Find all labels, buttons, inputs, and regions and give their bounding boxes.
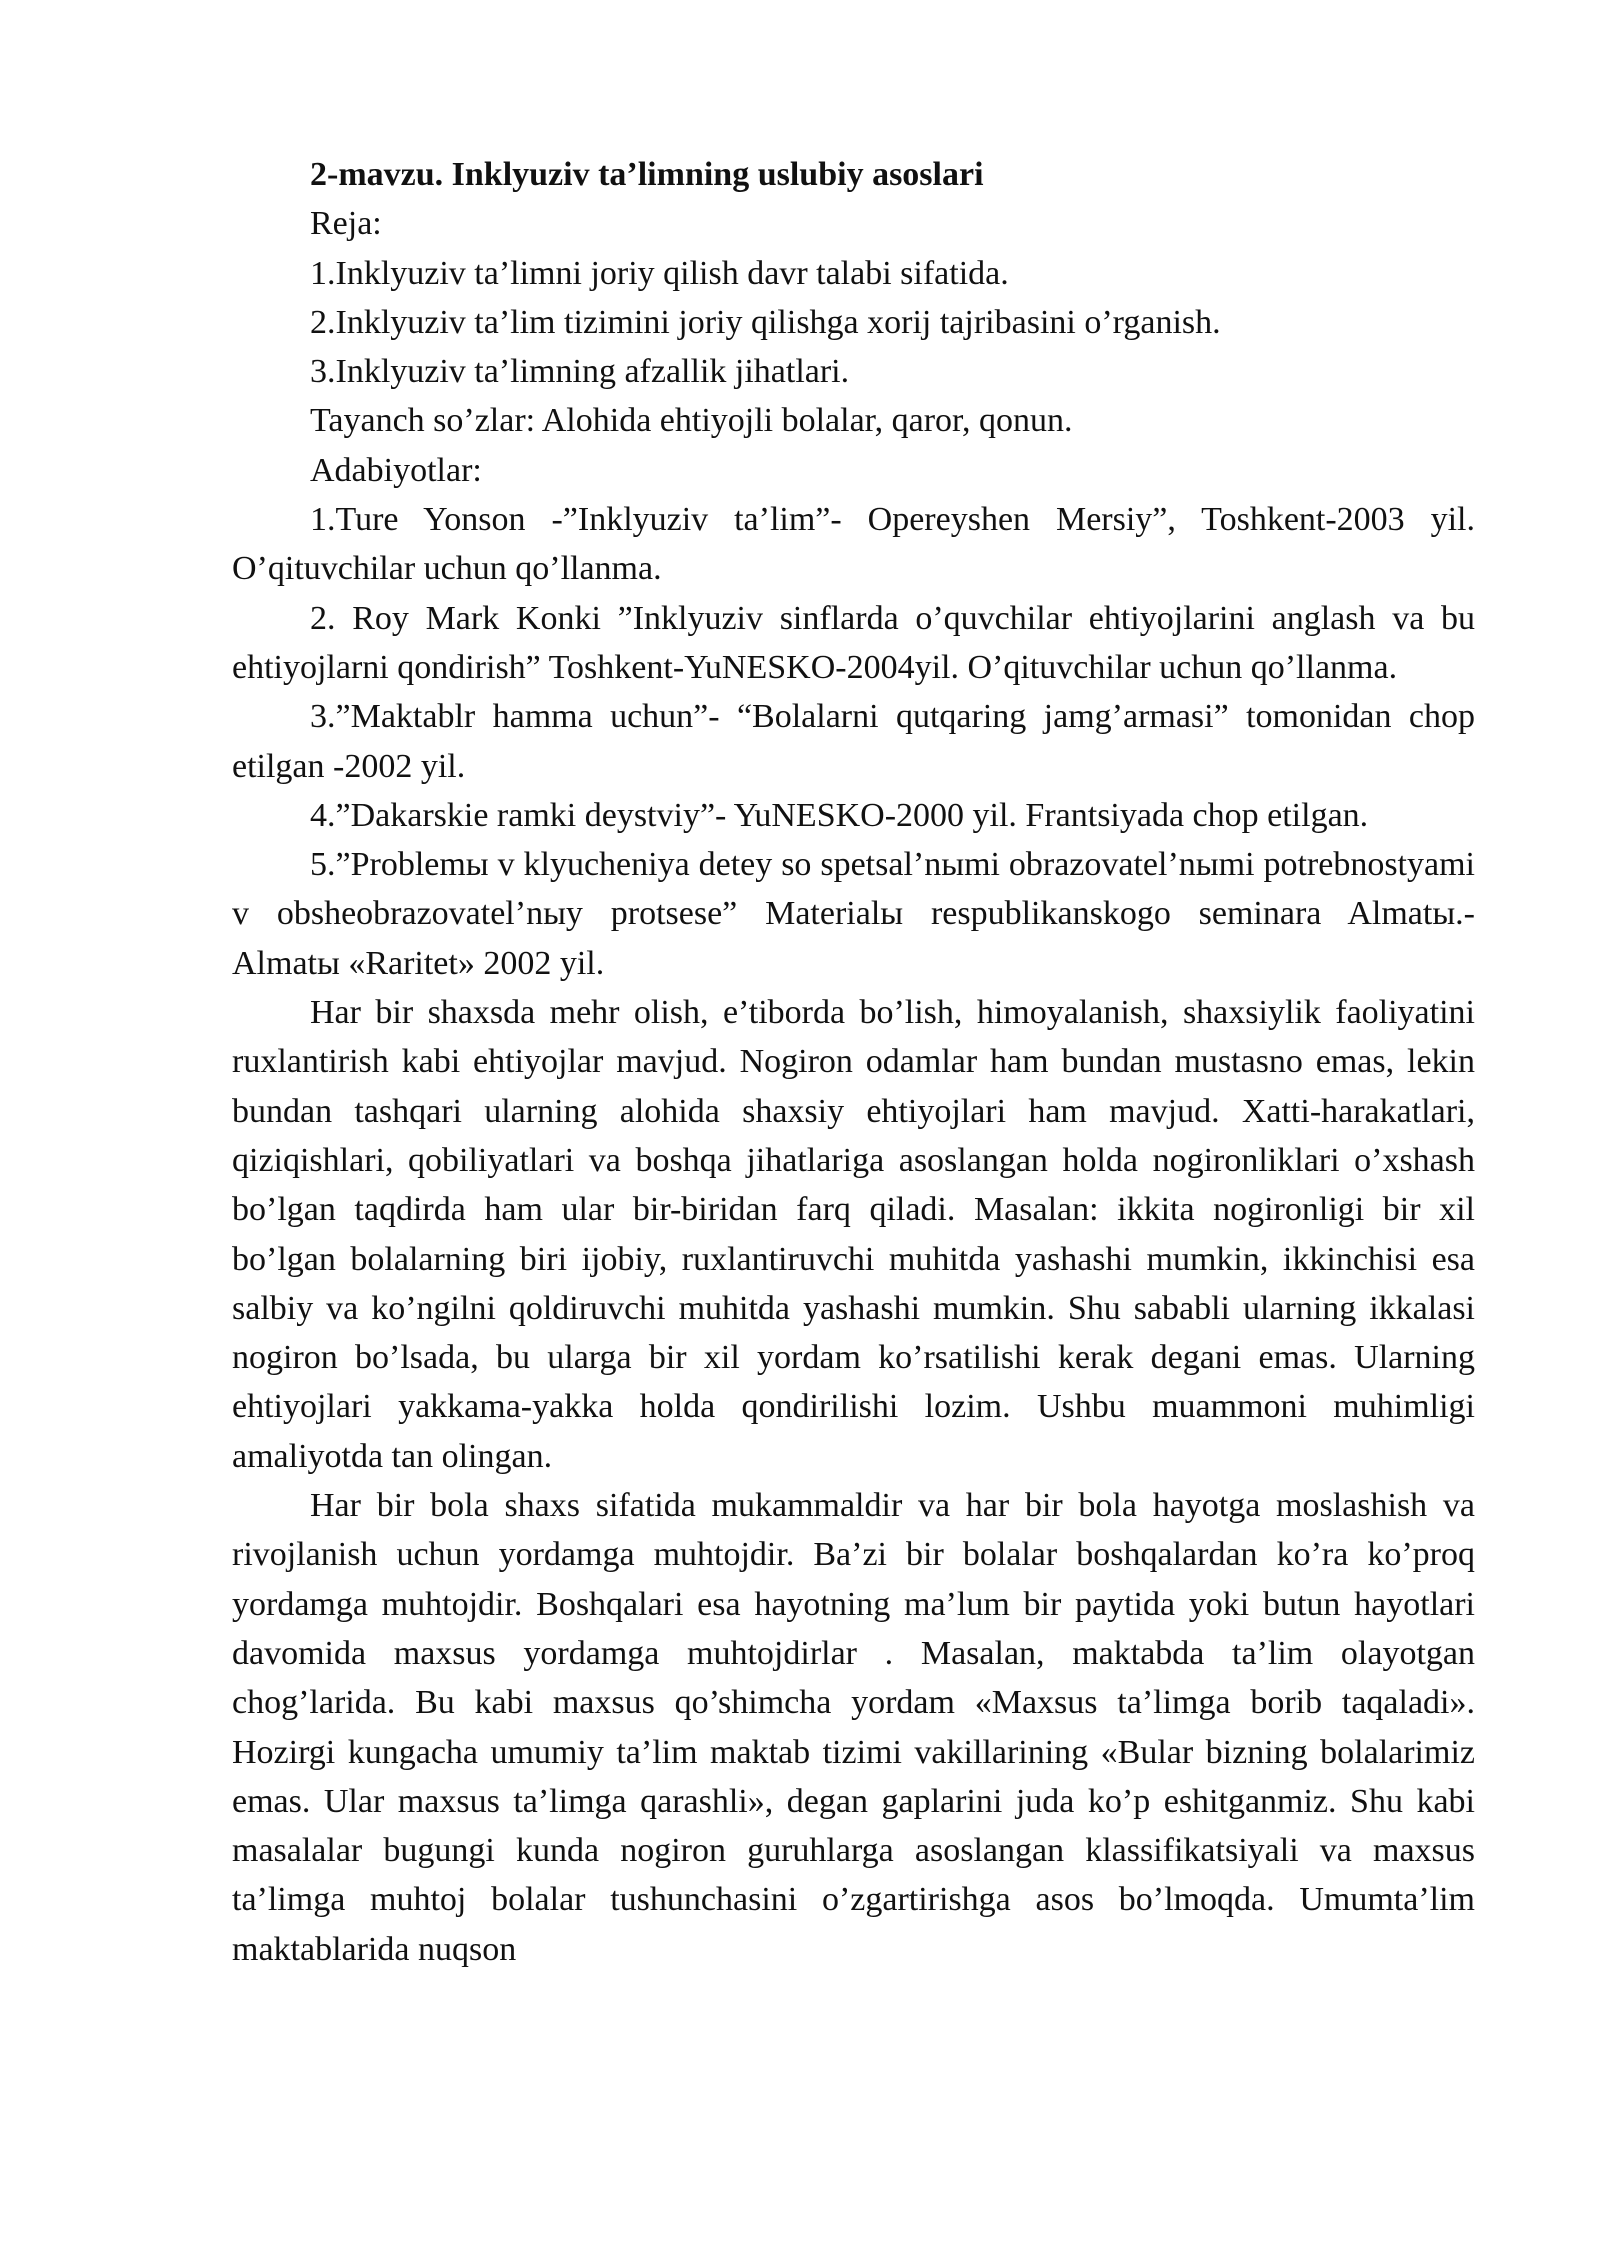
plan-item: 3.Inklyuziv ta’limning afzallik jihatlari.	[310, 353, 850, 391]
keywords-line: Tayanch so’zlar: Alohida ehtiyojli bolalar, qaror, qonun.	[310, 402, 1073, 440]
body-paragraph: Har bir shaxsda mehr olish, e’tiborda bo’lish, himoyalanish, shaxsiylik faoliyatini ruxlantirish kabi ehtiyojlar mavjud. Nogiron odamlar ham bundan mustasno emas, lekin bundan tashqari ularning alohida shaxsiy ehtiyojlari ham mavjud. Xatti-harakatlari, qiziqishlari, qobiliyatlari va boshqa jihatlariga asoslangan holda nogironliklari o’xshash bo’lgan taqdirda ham ular bir-biridan farq qiladi. Masalan: ikkita nogironligi bir xil bo’lgan bolalarning biri ijobiy, ruxlantiruvchi muhitda yashashi mumkin, ikkinchisi esa salbiy va ko’ngilni qoldiruvchi muhitda yashashi mumkin. Shu sababli ularning ikkalasi nogiron bo’lsada, bu ularga bir xil yordam ko’rsatilishi kerak degani emas. Ularning ehtiyojlari yakkama-yakka holda qondirilishi lozim. Ushbu muammoni muhimligi amaliyotda tan olingan.	[232, 994, 1475, 1475]
page-title: 2-mavzu. Inklyuziv ta’limning uslubiy asoslari	[310, 156, 984, 193]
literature-label: Adabiyotlar:	[310, 451, 482, 489]
literature-item: 2. Roy Mark Konki ”Inklyuziv sinflarda o’quvchilar ehtiyojlarini anglash va bu ehtiyojlarni qondirish” Toshkent-YuNESKO-2004yil. O’qituvchilar uchun qo’llanma.	[232, 599, 1475, 686]
literature-item: 3.”Maktablr hamma uchun”- “Bolalarni qutqaring jamg’armasi” tomonidan chop etilgan -2002 yil.	[232, 698, 1475, 785]
literature-item: 1.Ture Yonson -”Inklyuziv ta’lim”- Opereyshen Mersiy”, Toshkent-2003 yil. O’qituvchilar uchun qo’llanma.	[232, 501, 1475, 588]
body-paragraph: Har bir bola shaxs sifatida mukammaldir va har bir bola hayotga moslashish va rivojlanish uchun yordamga muhtojdir. Ba’zi bir bolalar boshqalardan ko’ra ko’proq yordamga muhtojdir. Boshqalari esa hayotning ma’lum bir paytida yoki butun hayotlari davomida maxsus yordamga muhtojdirlar . Masalan, maktabda ta’lim olayotgan chog’larida. Bu kabi maxsus qo’shimcha yordam «Maxsus ta’limga borib taqaladi». Hozirgi kungacha umumiy ta’lim maktab tizimi vakillarining «Bular bizning bolalarimiz emas. Ular maxsus ta’limga qarashli», degan gaplarini juda ko’p eshitganmiz. Shu kabi masalalar bugungi kunda nogiron guruhlarga asoslangan klassifikatsiyali va maxsus ta’limga muhtoj bolalar tushunchasini o’zgartirishga asos bo’lmoqda. Umumta’lim maktablarida nuqson	[232, 1487, 1475, 1968]
document-page	[232, 150, 1475, 1974]
literature-item: 5.”Problemы v klyucheniya detey so spetsal’nыmi obrazovatel’nыmi potrebnostyami v obsheobrazovatel’nыy protsese” Materialы respublikanskogo seminara Almatы.- Almatы «Raritet» 2002 yil.	[232, 846, 1475, 982]
plan-item: 2.Inklyuziv ta’lim tizimini joriy qilishga xorij tajribasini o’rganish.	[310, 303, 1221, 341]
plan-item: 1.Inklyuziv ta’limni joriy qilish davr talabi sifatida.	[310, 254, 1009, 292]
plan-label: Reja:	[310, 205, 382, 243]
literature-item: 4.”Dakarskie ramki deystviy”- YuNESKO-2000 yil. Frantsiyada chop etilgan.	[310, 796, 1369, 834]
